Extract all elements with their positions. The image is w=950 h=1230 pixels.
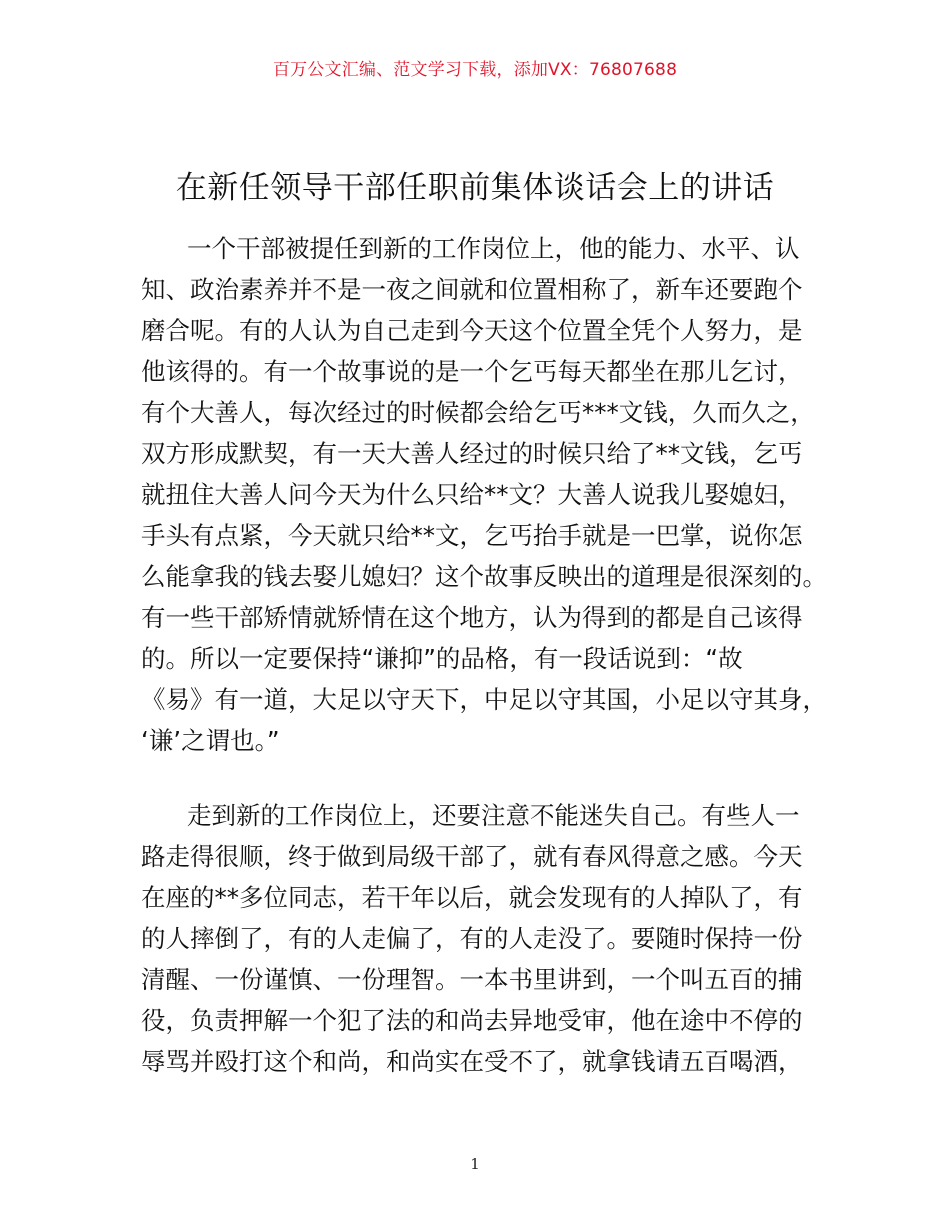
paragraph-line: 他该得的。有一个故事说的是一个乞丐每天都坐在那儿乞讨，	[141, 357, 803, 386]
paragraph-line: 手头有点紧，今天就只给**文，乞丐抬手就是一巴掌，说你怎	[141, 521, 803, 550]
paragraph-line: 一个干部被提任到新的工作岗位上，他的能力、水平、认	[187, 234, 800, 263]
paragraph-line: 《易》有一道，大足以守天下，中足以守其国，小足以守其身，	[141, 685, 827, 714]
paragraph-line: 辱骂并殴打这个和尚，和尚实在受不了，就拿钱请五百喝酒，	[141, 1047, 803, 1076]
paragraph-line: 就扭住大善人问今天为什么只给**文？大善人说我儿娶媳妇，	[141, 480, 803, 509]
paragraph-line: 清醒、一份谨慎、一份理智。一本书里讲到，一个叫五百的捕	[141, 965, 803, 994]
paragraph-line: ‘谦’之谓也。”	[141, 726, 280, 755]
paragraph-line: 走到新的工作岗位上，还要注意不能迷失自己。有些人一	[187, 801, 800, 830]
paragraph-2	[141, 795, 831, 1082]
paragraph-line: 有一些干部矫情就矫情在这个地方，认为得到的都是自己该得	[141, 603, 803, 632]
page-number: 1	[470, 1155, 480, 1173]
paragraph-1	[141, 228, 831, 761]
paragraph-line: 的人摔倒了，有的人走偏了，有的人走没了。要随时保持一份	[141, 924, 803, 953]
paragraph-line: 磨合呢。有的人认为自己走到今天这个位置全凭个人努力，是	[141, 316, 803, 345]
paragraph-line: 路走得很顺，终于做到局级干部了，就有春风得意之感。今天	[141, 842, 803, 871]
paragraph-line: 知、政治素养并不是一夜之间就和位置相称了，新车还要跑个	[141, 275, 803, 304]
paragraph-line: 在座的**多位同志，若干年以后，就会发现有的人掉队了，有	[141, 883, 803, 912]
paragraph-line: 有个大善人，每次经过的时候都会给乞丐***文钱，久而久之，	[141, 398, 815, 427]
paragraph-line: 役，负责押解一个犯了法的和尚去异地受审，他在途中不停的	[141, 1006, 803, 1035]
paragraph-line: 么能拿我的钱去娶儿媳妇？这个故事反映出的道理是很深刻的。	[141, 562, 827, 591]
paragraph-line: 双方形成默契，有一天大善人经过的时候只给了**文钱，乞丐	[141, 439, 803, 468]
paragraph-line: 的。所以一定要保持“谦抑”的品格，有一段话说到：“故	[141, 644, 743, 673]
document-title: 在新任领导干部任职前集体谈话会上的讲话	[175, 170, 775, 206]
header-promo-note: 百万公文汇编、范文学习下载，添加VX：76807688	[272, 60, 678, 80]
